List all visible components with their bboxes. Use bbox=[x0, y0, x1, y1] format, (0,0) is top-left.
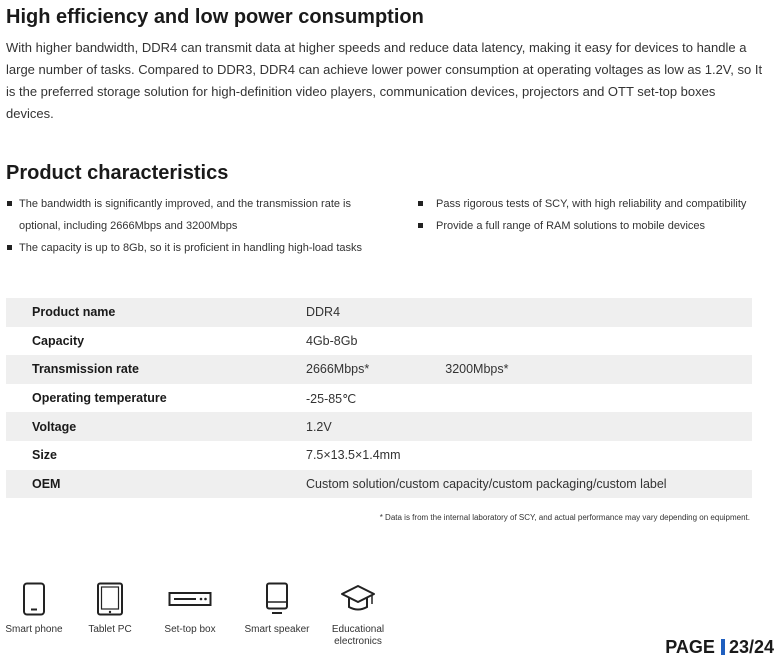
spec-row bbox=[6, 441, 752, 470]
spec-value: -25-85℃ bbox=[306, 391, 357, 406]
spec-row bbox=[6, 384, 752, 413]
spec-row bbox=[6, 355, 752, 384]
app-label: Tablet PC bbox=[88, 624, 132, 635]
efficiency-paragraph: With higher bandwidth, DDR4 can transmit data at higher speeds and reduce data latency, making it easy for devices to handle a large number of tasks. Compared to DDR3, DDR4 can achieve lower power consumption at operating voltages as low as 1.2V, so It is the preferred storage solution for high-definition video players, communication devices, projectors and OTT set-top boxes devices. bbox=[6, 40, 763, 121]
feature-item: Pass rigorous tests of SCY, with high reliability and compatibility bbox=[416, 193, 776, 215]
spec-key: Product name bbox=[6, 298, 306, 327]
set-top-box-icon bbox=[168, 582, 212, 616]
smart-speaker-icon bbox=[264, 582, 290, 616]
spec-value-group bbox=[306, 355, 752, 384]
app-label: Set-top box bbox=[164, 624, 216, 635]
tablet-icon bbox=[96, 582, 124, 616]
feature-item: Provide a full range of RAM solutions to mobile devices bbox=[416, 215, 776, 237]
spec-row bbox=[6, 470, 752, 499]
spec-row bbox=[6, 298, 752, 327]
spec-key: OEM bbox=[6, 470, 306, 499]
spec-value: 7.5×13.5×1.4mm bbox=[306, 448, 401, 463]
page-number bbox=[665, 637, 774, 658]
spec-key: Transmission rate bbox=[6, 355, 306, 384]
spec-key: Capacity bbox=[32, 333, 85, 348]
features-right-column bbox=[416, 193, 776, 237]
section-title-efficiency: High efficiency and low power consumption bbox=[6, 6, 424, 28]
feature-item: The capacity is up to 8Gb, so it is proficient in handling high-load tasks bbox=[6, 237, 386, 259]
spec-value: 2666Mbps* bbox=[306, 362, 370, 377]
app-label: Smart speaker bbox=[244, 624, 310, 635]
spec-row bbox=[6, 327, 752, 356]
spec-value: Custom solution/custom capacity/custom packaging/custom label bbox=[306, 470, 752, 499]
spec-value: 1.2V bbox=[306, 412, 752, 441]
spec-row bbox=[6, 412, 752, 441]
spec-key: Operating temperature bbox=[32, 391, 167, 406]
app-tablet bbox=[70, 582, 150, 636]
app-label: Educational electronics bbox=[331, 624, 385, 647]
feature-item: The bandwidth is significantly improved, and the transmission rate is optional, including 2666Mbps and 3200Mbps bbox=[6, 193, 386, 237]
page-accent-bar bbox=[721, 639, 725, 655]
spec-value-secondary: 3200Mbps* bbox=[445, 362, 509, 377]
smartphone-icon bbox=[21, 582, 47, 616]
page-label: PAGE bbox=[665, 637, 715, 657]
app-smart-speaker bbox=[237, 582, 317, 636]
app-educational-electronics bbox=[318, 582, 398, 648]
spec-value: 4Gb-8Gb bbox=[306, 333, 358, 348]
features-left-column bbox=[6, 193, 386, 259]
spec-key: Voltage bbox=[6, 412, 306, 441]
footnote: * Data is from the internal laboratory of SCY, and actual performance may vary depending on equipment. bbox=[379, 513, 750, 522]
section-title-characteristics: Product characteristics bbox=[6, 162, 229, 184]
app-label: Smart phone bbox=[5, 624, 63, 635]
page-count: 23/24 bbox=[728, 637, 774, 657]
app-smartphone bbox=[0, 582, 74, 636]
spec-key: Size bbox=[32, 448, 58, 463]
app-set-top-box bbox=[150, 582, 230, 636]
spec-value: DDR4 bbox=[306, 298, 752, 327]
graduation-cap-icon bbox=[340, 582, 376, 616]
spec-table bbox=[6, 298, 752, 498]
